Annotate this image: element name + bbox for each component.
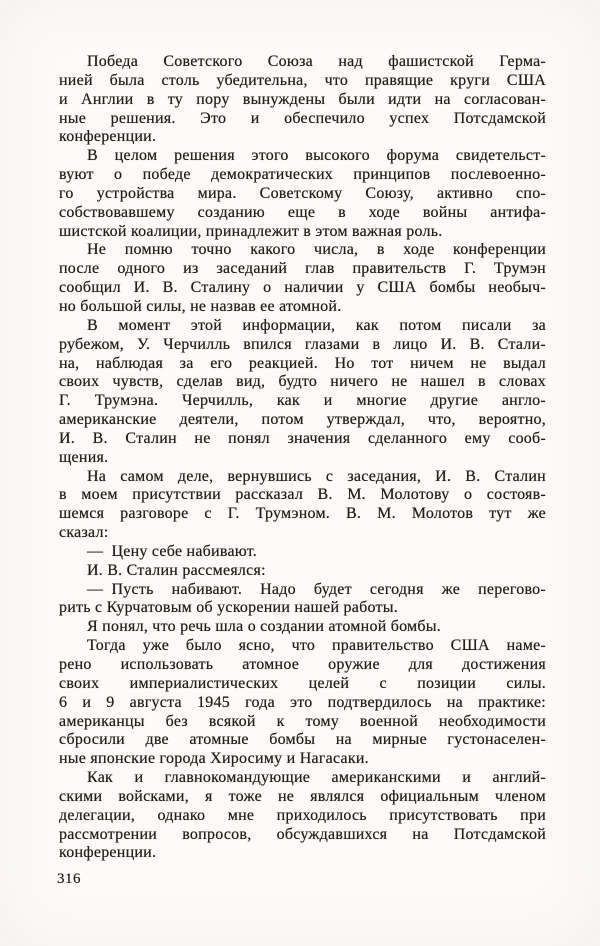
text-line: В момент этой информации, как потом писали за	[87, 316, 546, 334]
text-line: сказал:	[59, 524, 109, 542]
text-line: на, наблюдая за его реакцией. Но тот ничем не выдал	[59, 354, 546, 372]
text-line: но большой силы, не назвав ее атомной.	[59, 297, 342, 315]
page-number: 316	[57, 871, 81, 887]
text-line: шистской коалиции, принадлежит в этом важная роль.	[59, 222, 443, 240]
text-line: В целом решения этого высокого форума свидетельст-	[87, 147, 546, 165]
text-line: рить с Курчатовым об ускорении нашей работы.	[59, 599, 398, 617]
text-line: сообщил И. В. Сталину о наличии у США бомбы необыч-	[59, 279, 546, 297]
text-line: — Пусть набивают. Надо будет сегодня же перегово-	[87, 580, 546, 598]
text-line: ные решения. Это и обеспечило успех Потсдамской	[59, 109, 546, 127]
text-line: американцы без всякой к тому военной необходимости	[59, 712, 546, 730]
text-line: и Англии в ту пору вынуждены были идти на согласован-	[59, 90, 546, 108]
text-line: Не помню точно какого числа, в ходе конференции	[87, 241, 546, 259]
text-line: рассмотрении вопросов, обсуждавшихся на Потсдамской	[59, 825, 546, 843]
text-line: На самом деле, вернувшись с заседания, И. В. Сталин	[87, 467, 546, 485]
text-line: рубежом, У. Черчилль впился глазами в лицо И. В. Стали-	[59, 335, 546, 353]
text-line: скими войсками, я тоже не являлся официальным членом	[59, 787, 546, 805]
text-line: нией была столь убедительна, что правящие круги США	[59, 71, 546, 89]
page-text	[59, 53, 546, 863]
text-line: — Цену себе набивают.	[87, 542, 258, 560]
text-line: своих чувств, сделав вид, будто ничего не нашел в словах	[59, 373, 546, 391]
text-line: щения.	[59, 448, 109, 466]
text-line: ные японские города Хиросиму и Нагасаки.	[59, 750, 369, 768]
text-line: конференции.	[59, 128, 157, 146]
text-line: делегации, однако мне приходилось присутствовать при	[59, 806, 546, 824]
text-line: американские деятели, потом утверждал, что, вероятно,	[59, 411, 546, 429]
text-line: Я понял, что речь шла о создании атомной бомбы.	[87, 618, 442, 636]
text-line: сбросили две атомные бомбы на мирные густонаселен-	[59, 731, 546, 749]
text-line: конференции.	[59, 844, 157, 862]
text-line: вуют о победе демократических принципов послевоенно-	[59, 166, 546, 184]
text-line: Как и главнокомандующие американскими и англий-	[87, 769, 546, 787]
text-line: го устройства мира. Советскому Союзу, активно спо-	[59, 184, 546, 202]
text-line: шемся разговоре с Г. Трумэном. В. М. Молотов тут же	[59, 505, 546, 523]
text-line: после одного из заседаний глав правительств Г. Трумэн	[59, 260, 546, 278]
text-line: в моем присутствии рассказал В. М. Молотову о состояв-	[59, 486, 546, 504]
text-line: Г. Трумэна. Черчилль, как и многие другие англо-	[59, 392, 546, 410]
text-line: И. В. Сталин рассмеялся:	[87, 561, 266, 579]
text-line: своих империалистических целей с позиции силы.	[59, 674, 546, 692]
text-line: Победа Советского Союза над фашистской Герма-	[87, 53, 546, 70]
text-line: рено использовать атомное оружие для достижения	[59, 656, 546, 673]
text-line: И. В. Сталин не понял значения сделанного ему сооб-	[59, 429, 546, 447]
text-line: 6 и 9 августа 1945 года это подтвердилось на практике:	[59, 693, 546, 711]
text-line: собствовавшему созданию еще в ходе войны антифа-	[59, 203, 546, 221]
text-line: Тогда уже было ясно, что правительство США наме-	[87, 637, 546, 655]
